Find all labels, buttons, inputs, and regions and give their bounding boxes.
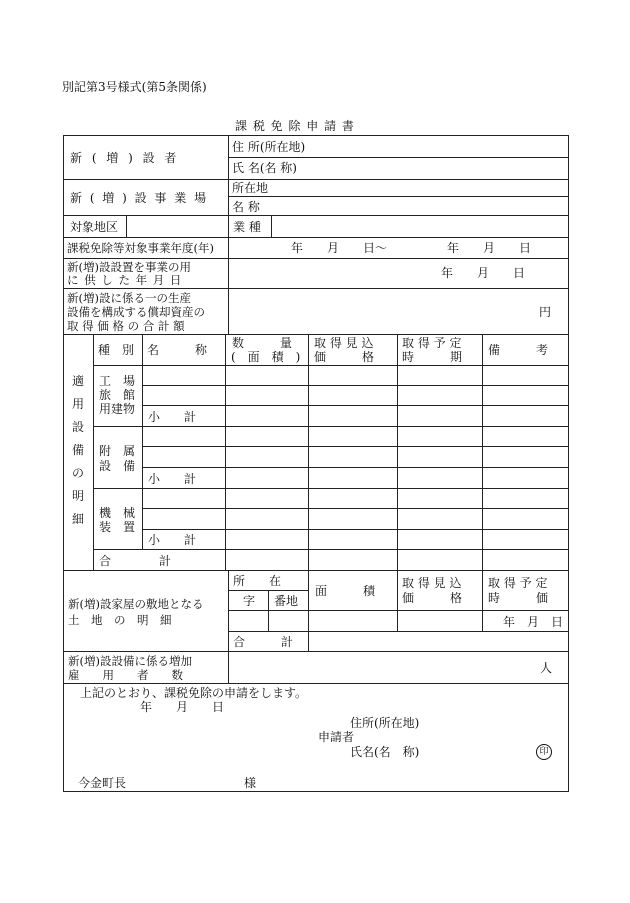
seal-icon: 印 xyxy=(536,744,552,760)
start-date-label-1: 新(増)設設置を事業の用 xyxy=(67,260,191,274)
header-exp-1: 取 得 見 込 xyxy=(314,336,374,350)
rule xyxy=(142,467,569,468)
rule xyxy=(93,426,569,427)
rule xyxy=(63,237,569,238)
rule xyxy=(228,570,229,651)
fiscal-year-label: 課税免除等対象事業年度(年) xyxy=(67,241,214,255)
rule xyxy=(268,590,269,631)
employees-label-2: 雇 用 者 数 xyxy=(68,668,183,682)
mayor-label: 今金町長 xyxy=(78,776,127,790)
rule xyxy=(63,179,569,180)
name-label: 氏 名(名 称) xyxy=(232,161,297,175)
rule xyxy=(93,549,569,550)
rule xyxy=(63,258,569,259)
declaration-name: 氏名(名 称) xyxy=(350,745,420,759)
declaration-applicant: 申請者 xyxy=(318,730,355,744)
equipment-section-label xyxy=(71,370,85,531)
header-name: 名 称 xyxy=(147,343,208,357)
group-label: 旅 館 xyxy=(99,388,136,402)
declaration-address: 住所(所在地) xyxy=(350,716,420,730)
rule xyxy=(93,334,94,570)
land-location: 所 在 xyxy=(233,574,282,588)
rule xyxy=(228,631,569,632)
rule xyxy=(397,570,398,631)
form-id: 別記第3号様式(第5条関係) xyxy=(62,80,207,94)
section-char: 明 xyxy=(71,489,84,503)
header-qty-1: 数 量 xyxy=(232,336,293,350)
rule xyxy=(271,215,272,237)
location-label: 所在地 xyxy=(232,181,269,195)
land-aza: 字 xyxy=(243,594,256,608)
rule xyxy=(482,570,483,631)
land-label-2: 土 地 の 明 細 xyxy=(68,613,172,627)
group-label: 用建物 xyxy=(99,402,136,416)
person-unit: 人 xyxy=(540,661,553,675)
employees-label-1: 新(増)設設備に係る増加 xyxy=(68,654,192,668)
header-exp-2: 価 格 xyxy=(314,350,375,364)
subtotal-label: 小 計 xyxy=(148,410,197,424)
rule xyxy=(308,334,309,570)
rule xyxy=(63,651,569,652)
group-label: 機 械 xyxy=(99,506,136,520)
group-label: 設 備 xyxy=(99,459,136,473)
group-label: 装 置 xyxy=(99,520,136,534)
section-char: 設 xyxy=(71,420,84,434)
acquisition-label-1: 新(増)設に係る一の生産 xyxy=(67,291,191,305)
header-kind: 種 別 xyxy=(98,343,135,357)
section-char: 細 xyxy=(71,512,84,526)
form-title: 課 税 免 除 申 請 書 xyxy=(235,119,355,133)
rule xyxy=(142,529,569,530)
land-plan-2: 時 価 xyxy=(488,591,549,605)
address-label: 住 所(所在地) xyxy=(232,140,306,154)
subtotal-label: 小 計 xyxy=(148,533,197,547)
header-remarks: 備 考 xyxy=(488,343,549,357)
land-area: 面 積 xyxy=(315,584,376,598)
section-char: 適 xyxy=(71,374,84,388)
rule xyxy=(225,334,226,570)
section-char: 備 xyxy=(71,443,84,457)
section-char: の xyxy=(71,466,84,480)
land-banchi: 番地 xyxy=(274,594,299,608)
declaration-date: 年 月 日 xyxy=(140,700,225,714)
rule xyxy=(63,288,569,289)
total-label: 合 計 xyxy=(99,554,172,568)
rule xyxy=(63,334,569,335)
declaration-text: 上記のとおり、課税免除の申請をします。 xyxy=(80,686,308,700)
rule xyxy=(126,215,127,237)
yen-unit: 円 xyxy=(539,305,552,319)
rule xyxy=(63,215,569,216)
rule xyxy=(142,385,569,386)
industry-label: 業 種 xyxy=(233,220,261,234)
land-exp-2: 価 格 xyxy=(402,591,463,605)
acquisition-label-3: 取 得 価 格 の 合 計 額 xyxy=(67,319,185,333)
section-char: 用 xyxy=(71,397,84,411)
fiscal-year-dates: 年 月 日〜 年 月 日 xyxy=(291,241,532,255)
header-plan-2: 時 期 xyxy=(402,350,463,364)
rule xyxy=(228,157,569,158)
group-label: 工 場 xyxy=(99,374,136,388)
business-name-label: 名 称 xyxy=(232,200,260,214)
rule xyxy=(142,446,569,447)
target-area-label: 対象地区 xyxy=(70,220,119,234)
land-total: 合 計 xyxy=(233,635,294,649)
land-exp-1: 取 得 見 込 xyxy=(402,576,462,590)
rule xyxy=(228,135,229,265)
header-plan-1: 取 得 予 定 xyxy=(402,336,462,350)
start-date-value: 年 月 日 xyxy=(441,266,526,280)
rule xyxy=(308,570,309,651)
rule xyxy=(63,570,569,571)
group-label: 附 属 xyxy=(99,444,136,458)
rule xyxy=(142,508,569,509)
land-plan-1: 取 得 予 定 xyxy=(488,576,548,590)
land-label-1: 新(増)設家屋の敷地となる xyxy=(68,597,204,611)
header-qty-2: ( 面 積 ) xyxy=(231,350,301,364)
rule xyxy=(228,651,229,683)
rule xyxy=(228,196,569,197)
start-date-label-2: に 供 し た 年 月 日 xyxy=(67,273,183,287)
rule xyxy=(228,258,229,334)
rule xyxy=(228,610,569,611)
rule xyxy=(63,683,569,684)
honorific: 様 xyxy=(244,776,257,790)
subtotal-label: 小 計 xyxy=(148,472,197,486)
rule xyxy=(142,405,569,406)
rule xyxy=(482,334,483,570)
business-label: 新 ( 増 ) 設 事 業 場 xyxy=(70,191,209,205)
applicant-label: 新 ( 増 ) 設 者 xyxy=(70,151,180,165)
acquisition-label-2: 設備を構成する償却資産の xyxy=(67,305,205,319)
rule xyxy=(397,334,398,570)
land-ymd: 年 月 日 xyxy=(503,615,564,629)
rule xyxy=(142,334,143,550)
rule xyxy=(93,488,569,489)
rule xyxy=(93,365,569,366)
